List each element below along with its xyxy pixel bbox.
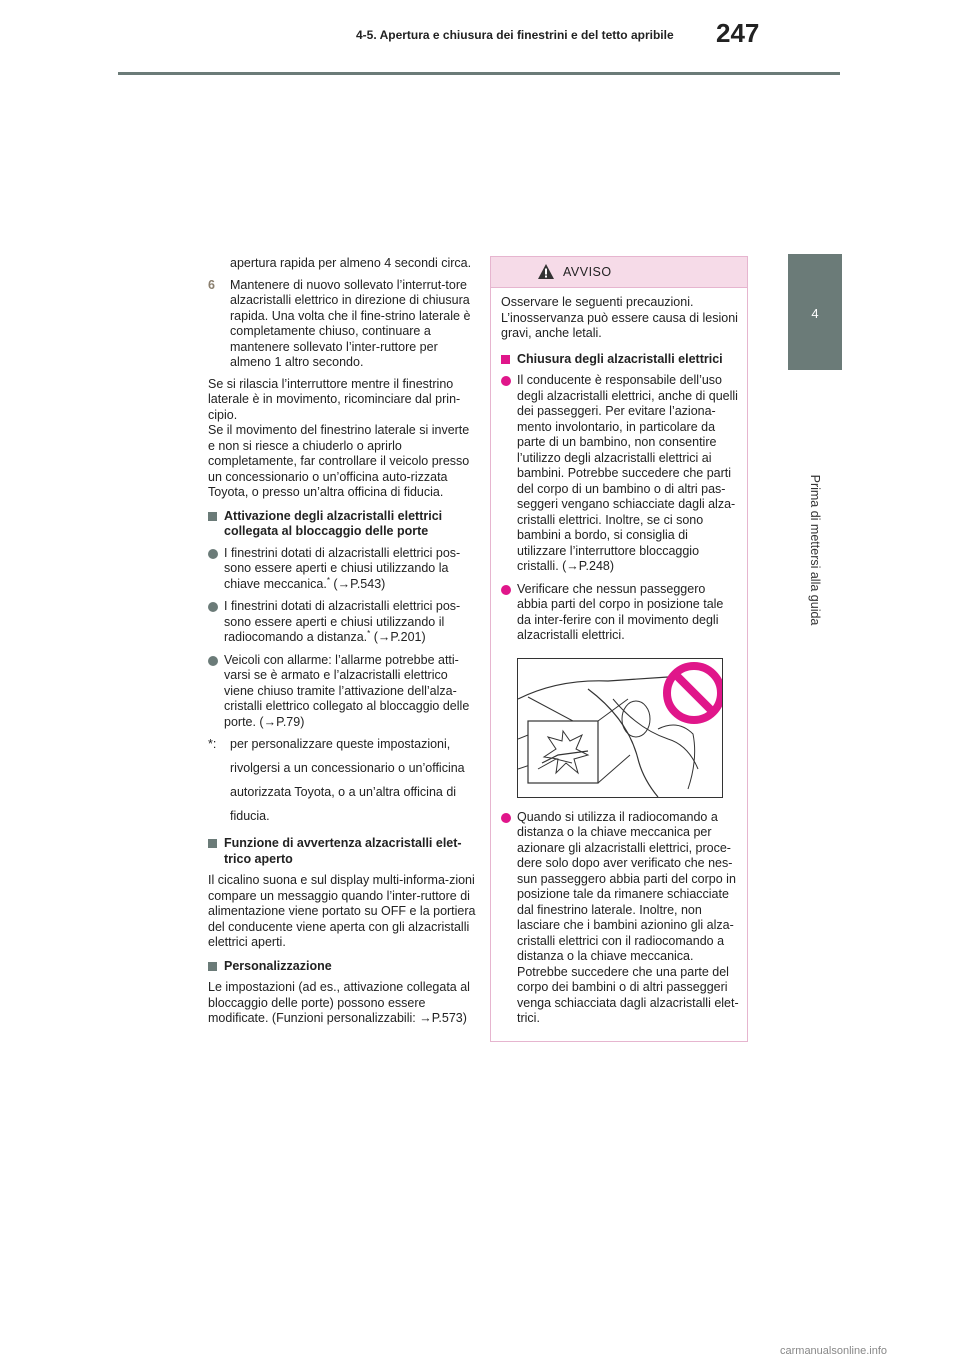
- circle-bullet-icon: [208, 656, 218, 666]
- continued-step-text: apertura rapida per almeno 4 secondi circa.: [230, 256, 472, 270]
- step-number: 6: [208, 277, 215, 292]
- warning-list-item: Il conducente è responsabile dell’uso degli alzacristalli elettrici, anche di quelli dei passeggeri. Per evitare l’aziona-mento involontario, in particolare da parte di un bambino, non consentire l’utilizzo degli alzacristalli elettrici ai bambini. Potrebbe succedere che parti del corpo di un bambino o di altri pas-seggeri vengano schiacciate dagli alza-cristalli elettrici. Inoltre, se ci sono bambini a bordo, si consiglia di utilizzare l’interruttore bloccaggio cristalli. (→P.248): [501, 373, 739, 575]
- page-header: [0, 18, 960, 78]
- square-bullet-icon: [208, 839, 217, 848]
- warning-title: AVVISO: [563, 265, 612, 279]
- chapter-label: Prima di mettersi alla guida: [808, 474, 822, 626]
- list-item: I finestrini dotati di alzacristalli elettrici pos-sono essere aperti e chiusi utilizzando la chiave meccanica.* (→P.543): [208, 546, 476, 593]
- chapter-number: 4: [811, 306, 819, 321]
- warning-box: [490, 256, 748, 1042]
- warning-header: [491, 257, 747, 288]
- circle-bullet-icon: [501, 813, 511, 823]
- square-bullet-icon: [208, 962, 217, 971]
- window-pinch-illustration: [517, 658, 723, 798]
- footnote-mark: *:: [208, 737, 217, 751]
- list-item: Veicoli con allarme: l’allarme potrebbe atti-varsi se è armato e l’alzacristalli elettrico viene chiuso tramite l’attivazione dell’alza-cristalli elettrico collegato al bloccaggio delle porte. (→P.79): [208, 653, 476, 731]
- watermark: carmanualsonline.info: [780, 1345, 888, 1357]
- circle-bullet-icon: [208, 549, 218, 559]
- car-interior-illustration: [518, 659, 722, 797]
- square-bullet-icon: [501, 355, 510, 364]
- section-heading: Funzione di avvertenza alzacristalli elet-trico aperto: [208, 836, 476, 867]
- warning-intro: Osservare le seguenti precauzioni. L’inosservanza può essere causa di lesioni gravi, anche letali.: [501, 295, 738, 340]
- warning-heading: Chiusura degli alzacristalli elettrici: [501, 352, 739, 368]
- chapter-tab: [788, 254, 842, 370]
- cross-reference[interactable]: (→P.543): [329, 576, 386, 591]
- circle-bullet-icon: [501, 585, 511, 595]
- paragraph: Se il movimento del finestrino laterale si inverte e non si riesce a chiuderlo o aprirlo completamente, far controllare il veicolo presso un concessionario o un’officina auto-rizzata Toyota, o presso un’altra officina di fiducia.: [208, 423, 470, 499]
- header-rule: [118, 72, 840, 75]
- warning-triangle-icon: [537, 263, 555, 280]
- section-heading: Attivazione degli alzacristalli elettrici collegata al bloccaggio delle porte: [208, 509, 476, 540]
- page-number: 247: [716, 18, 760, 48]
- step-text: Mantenere di nuovo sollevato l’interrut-tore alzacristalli elettrico in direzione di chiusura rapida. Una volta che il fine-strino laterale è completamente chiuso, continuare a mantenere sollevato l’inter-ruttore per almeno 1 altro secondo.: [230, 277, 471, 369]
- footnote: [208, 732, 476, 828]
- footnote-text: per personalizzare queste impostazioni, rivolgersi a un concessionario o un’officina autorizzata Toyota, o a un’altra officina di fiducia.: [230, 737, 465, 823]
- warning-body: [501, 295, 739, 1034]
- warning-list-item: Verificare che nessun passeggero abbia parti del corpo in posizione tale da inter-ferire con il movimento degli alzacristalli elettrici.: [501, 582, 739, 644]
- section-title: 4-5. Apertura e chiusura dei finestrini e del tetto apribile: [356, 28, 674, 42]
- paragraph: Se si rilascia l’interruttore mentre il finestrino laterale è in movimento, ricominciare dal prin-cipio.: [208, 376, 461, 422]
- circle-bullet-icon: [501, 376, 511, 386]
- chapter-side-label: [800, 380, 830, 720]
- left-column: [208, 256, 476, 1033]
- section-heading: Personalizzazione: [208, 959, 476, 975]
- circle-bullet-icon: [208, 602, 218, 612]
- paragraph: Le impostazioni (ad es., attivazione collegata al bloccaggio delle porte) possono essere modificate. (Funzioni personalizzabili: →P.573): [208, 980, 470, 1025]
- paragraph: Il cicalino suona e sul display multi-informa-zioni compare un messaggio quando l’inter-ruttore di alimentazione viene portato su OFF e la portiera del conducente viene aperta con gli alzacristalli elettrici aperti.: [208, 873, 476, 949]
- cross-reference[interactable]: (→P.201): [370, 630, 426, 644]
- square-bullet-icon: [208, 512, 217, 521]
- warning-list-item: Quando si utilizza il radiocomando a distanza o la chiave meccanica per azionare gli alzacristalli elettrici, proce-dere solo dopo aver verificato che nes-sun passeggero abbia parti del corpo in posizione tale da rimanere schiacciate dal finestrino laterale. Inoltre, non lasciare che i bambini azionino gli alza-cristalli elettrici con il radiocomando a distanza o la chiave meccanica. Potrebbe succedere che una parte del corpo dei bambini o di altri passeggeri venga schiacciata dagli alzacristalli elet-trici.: [501, 810, 739, 1027]
- list-item: I finestrini dotati di alzacristalli elettrici pos-sono essere aperti e chiusi utilizzando il radiocomando a distanza.* (→P.201): [208, 599, 476, 646]
- step-6: [208, 278, 476, 371]
